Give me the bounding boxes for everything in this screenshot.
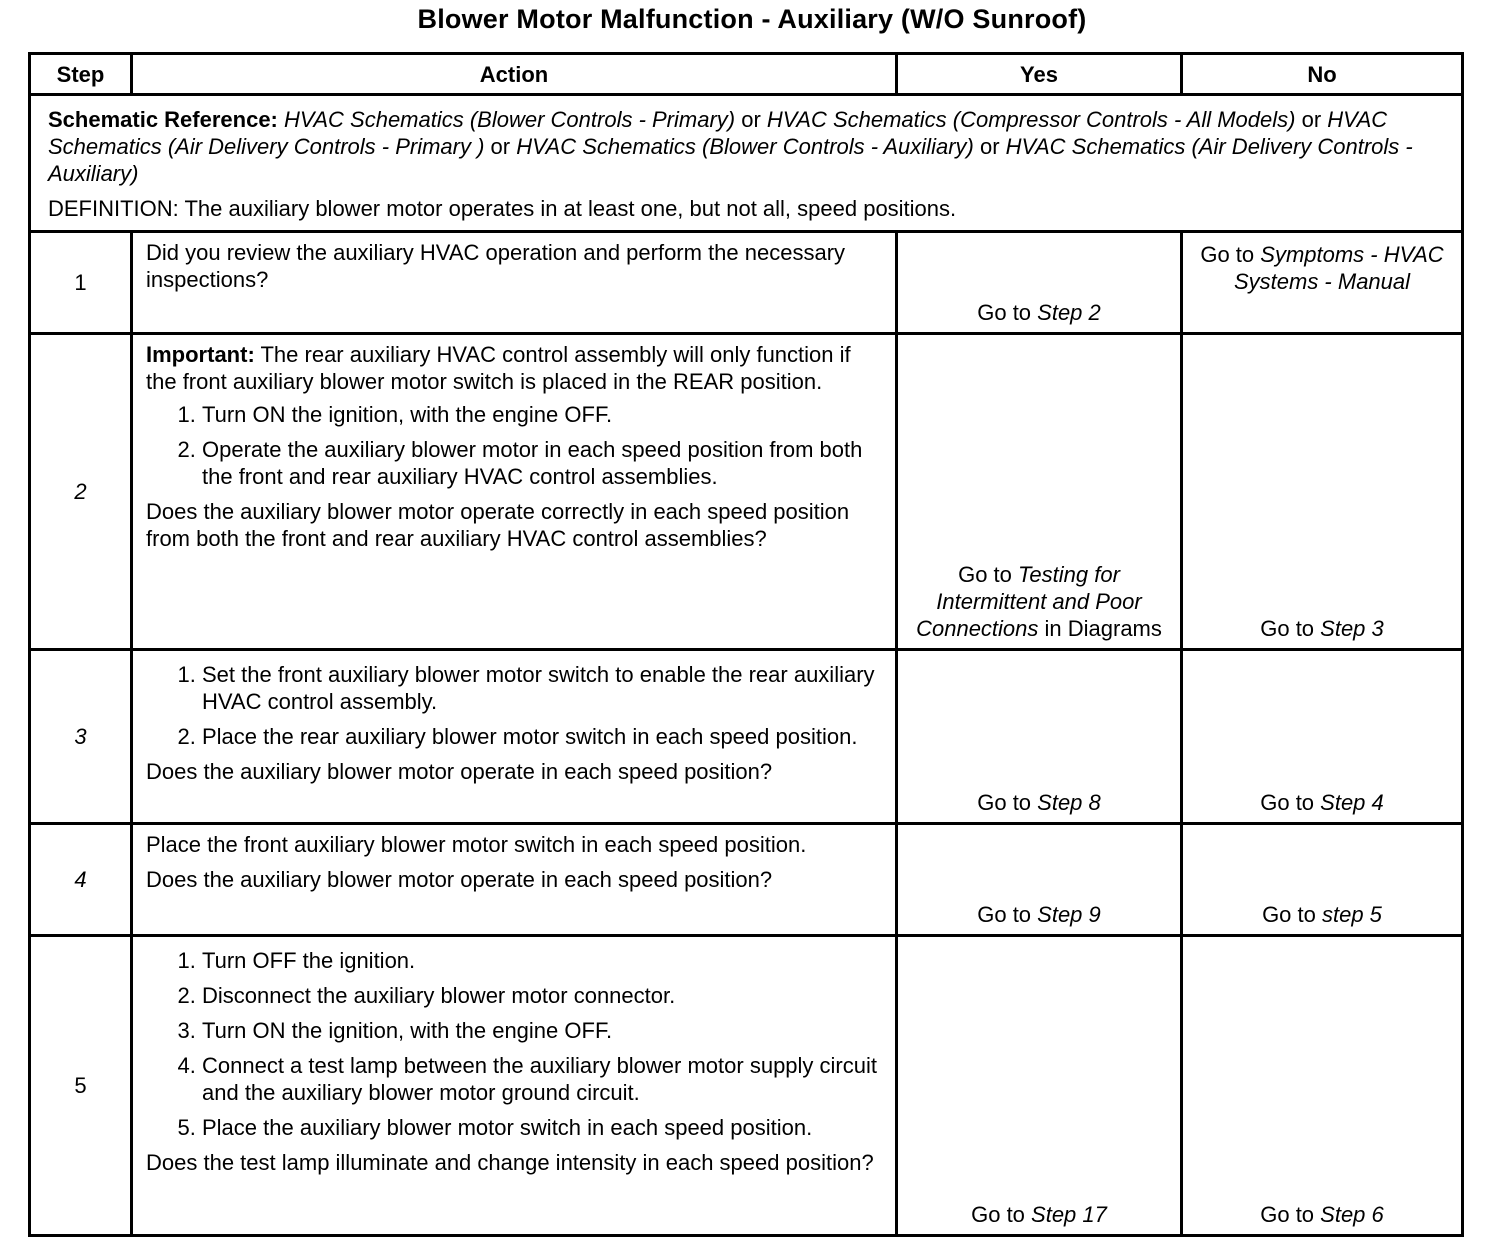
no-link[interactable]: step 5 <box>1321 902 1382 927</box>
no-prefix: Go to <box>1260 1202 1321 1227</box>
step-number: 5 <box>30 936 132 1236</box>
column-header-no: No <box>1182 54 1463 95</box>
action-cell <box>132 824 897 936</box>
table-row <box>30 232 1463 334</box>
connector-text: or <box>973 134 1006 159</box>
step-number: 1 <box>30 232 132 334</box>
schematic-reference-cell <box>30 95 1463 232</box>
substep-item: 4. Connect a test lamp between the auxiliary blower motor supply circuit and the auxiliary blower motor ground circuit. <box>202 1052 883 1106</box>
action-cell <box>132 650 897 824</box>
schematic-reference-row <box>30 95 1463 232</box>
yes-cell <box>897 650 1182 824</box>
no-cell <box>1182 824 1463 936</box>
no-cell <box>1182 936 1463 1236</box>
yes-prefix: Go to <box>977 902 1038 927</box>
action-instruction: Place the front auxiliary blower motor switch in each speed position. <box>146 832 807 857</box>
step-number: 3 <box>30 650 132 824</box>
substep-item: 1. Set the front auxiliary blower motor switch to enable the rear auxiliary HVAC control assembly. <box>202 661 883 715</box>
diagnostic-table <box>28 52 1464 1237</box>
action-question: Does the auxiliary blower motor operate correctly in each speed position from both the front and rear auxiliary HVAC control assemblies? <box>146 499 850 551</box>
substep-item: 2. Place the rear auxiliary blower motor switch in each speed position. <box>202 723 883 750</box>
schematic-link[interactable]: HVAC Schematics (Air Delivery Controls - Auxiliary) <box>48 134 1413 186</box>
schematic-link[interactable]: HVAC Schematics (Blower Controls - Auxiliary) <box>516 134 974 159</box>
yes-link[interactable]: Step 8 <box>1037 790 1101 815</box>
column-header-action: Action <box>132 54 897 95</box>
yes-prefix: Go to <box>958 562 1018 587</box>
action-cell <box>132 936 897 1236</box>
substep-item: 2. Disconnect the auxiliary blower motor connector. <box>202 982 883 1009</box>
no-cell <box>1182 334 1463 650</box>
no-prefix: Go to <box>1262 902 1322 927</box>
no-cell <box>1182 232 1463 334</box>
no-cell <box>1182 650 1463 824</box>
substep-item: 3. Turn ON the ignition, with the engine OFF. <box>202 1017 883 1044</box>
yes-prefix: Go to <box>977 300 1038 325</box>
column-header-yes: Yes <box>897 54 1182 95</box>
no-link[interactable]: Step 3 <box>1320 616 1384 641</box>
important-text: The rear auxiliary HVAC control assembly will only function if the front auxiliary blower motor switch is placed in the REAR position. <box>146 342 851 394</box>
important-label: Important: <box>146 342 255 367</box>
no-link[interactable]: Symptoms - HVAC Systems - Manual <box>1233 242 1444 294</box>
action-question: Does the auxiliary blower motor operate in each speed position? <box>146 759 773 784</box>
step-number: 4 <box>30 824 132 936</box>
table-row <box>30 334 1463 650</box>
no-link[interactable]: Step 4 <box>1320 790 1384 815</box>
yes-cell <box>897 824 1182 936</box>
yes-link[interactable]: Step 17 <box>1031 1202 1107 1227</box>
yes-prefix: Go to <box>977 790 1038 815</box>
substep-item: 5. Place the auxiliary blower motor switch in each speed position. <box>202 1114 883 1141</box>
connector-text: or <box>1295 107 1328 132</box>
column-header-step: Step <box>30 54 132 95</box>
no-link[interactable]: Step 6 <box>1320 1202 1384 1227</box>
step-number: 2 <box>30 334 132 650</box>
no-prefix: Go to <box>1200 242 1261 267</box>
table-row <box>30 650 1463 824</box>
important-note <box>146 341 883 395</box>
no-prefix: Go to <box>1260 790 1321 815</box>
yes-cell <box>897 936 1182 1236</box>
substep-list <box>146 661 883 750</box>
action-cell <box>132 334 897 650</box>
schematic-reference <box>48 106 1445 187</box>
schematic-link[interactable]: HVAC Schematics (Compressor Controls - All Models) <box>766 107 1296 132</box>
page-title: Blower Motor Malfunction - Auxiliary (W/O Sunroof) <box>417 4 1087 34</box>
substep-list <box>146 401 883 490</box>
definition-text: DEFINITION: The auxiliary blower motor operates in at least one, but not all, speed positions. <box>48 196 957 221</box>
schematic-link[interactable]: HVAC Schematics (Blower Controls - Primary) <box>284 107 736 132</box>
yes-cell <box>897 334 1182 650</box>
connector-text: or <box>484 134 517 159</box>
substep-list <box>146 947 883 1141</box>
substep-item: 1. Turn ON the ignition, with the engine OFF. <box>202 401 883 428</box>
action-question: Does the test lamp illuminate and change intensity in each speed position? <box>146 1150 874 1175</box>
substep-item: 2. Operate the auxiliary blower motor in each speed position from both the front and rear auxiliary HVAC control assemblies. <box>202 436 883 490</box>
header-row <box>30 54 1463 95</box>
connector-text: or <box>735 107 767 132</box>
action-question: Did you review the auxiliary HVAC operation and perform the necessary inspections? <box>146 240 846 292</box>
yes-cell <box>897 232 1182 334</box>
schematic-reference-label: Schematic Reference: <box>48 107 278 132</box>
yes-prefix: Go to <box>971 1202 1032 1227</box>
no-prefix: Go to <box>1260 616 1321 641</box>
yes-suffix: in Diagrams <box>1038 616 1162 641</box>
schematic-link[interactable]: HVAC Schematics (Air Delivery Controls - Primary ) <box>48 107 1388 159</box>
action-cell <box>132 232 897 334</box>
yes-link[interactable]: Step 9 <box>1037 902 1101 927</box>
yes-link[interactable]: Testing for Intermittent and Poor Connections <box>916 562 1142 641</box>
table-row <box>30 936 1463 1236</box>
substep-item: 1. Turn OFF the ignition. <box>202 947 883 974</box>
table-row <box>30 824 1463 936</box>
action-question: Does the auxiliary blower motor operate in each speed position? <box>146 867 773 892</box>
yes-link[interactable]: Step 2 <box>1037 300 1101 325</box>
